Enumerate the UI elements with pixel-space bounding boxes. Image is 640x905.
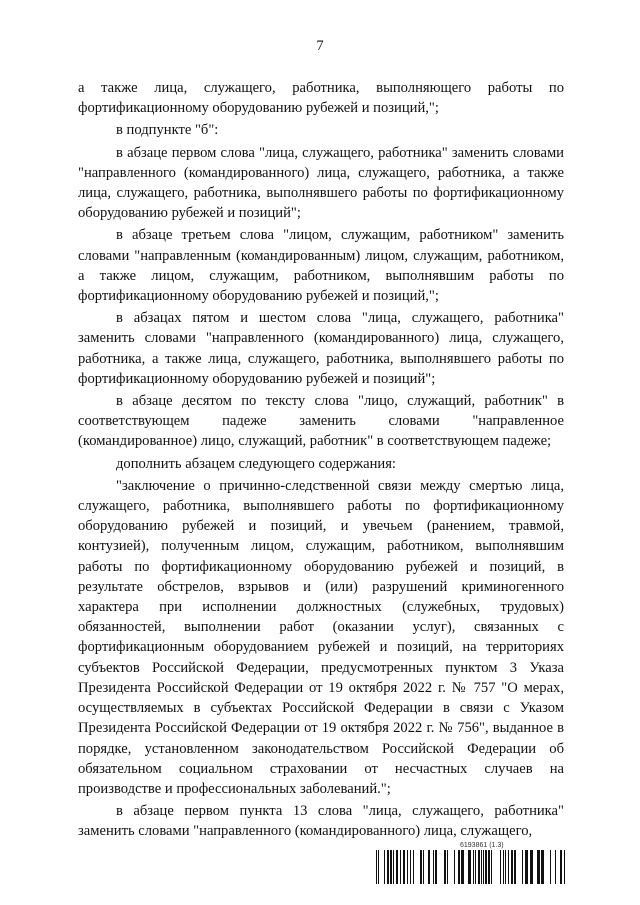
document-code: 6193861 (1.3) (460, 842, 504, 849)
paragraph: в абзацах пятом и шестом слова "лица, служащего, работника" заменить словами "направленного (командированного) лица, служащего, работника, а также лица, служащего, работника, выполнявшего работы по фортификационному оборудованию рубежей и позиций"; (78, 310, 564, 387)
paragraph: в подпункте "б": (116, 122, 219, 139)
paragraph: в абзаце десятом по тексту слова "лицо, служащий, работник" в соответствующем падеже заменить словами "направленное (командированное) лицо, служащий, работник" в соответствующем падеже; (78, 393, 564, 450)
paragraph: в абзаце первом пункта 13 слова "лица, служащего, работника" заменить словами "направленного (командированного) лица, служащего, (78, 803, 564, 840)
document-body (78, 78, 564, 844)
paragraph: а также лица, служащего, работника, выполняющего работы по фортификационному оборудованию рубежей и позиций,"; (78, 80, 564, 117)
page-number: 7 (316, 38, 324, 54)
paragraph: в абзаце первом слова "лица, служащего, работника" заменить словами "направленного (командированного) лица, служащего, работника, а также лица, служащего, работника, выполнявшего работы по фортификационному оборудованию рубежей и позиций"; (78, 144, 564, 222)
barcode-image (376, 850, 566, 884)
paragraph: дополнить абзацем следующего содержания: (116, 455, 396, 472)
paragraph: в абзаце третьем слова "лицом, служащим, работником" заменить словами "направленным (командированным) лицом, служащим, работником, а также лицом, служащим, работником, выполнявшим работы по фортификационному оборудованию рубежей и позиций,"; (78, 227, 564, 305)
quoted-paragraph: "заключение о причинно-следственной связи между смертью лица, служащего, работника, выполнявшего работы по фортификационному оборудованию рубежей и позиций, и увечьем (ранением, травмой, контузией), полученным лицом, служащим, работником, выполнявшим работы по фортификационному оборудованию рубежей и позиций, в результате обстрелов, взрывов и (или) разрушений криминогенного характера при исполнении должностных (служебных, трудовых) обязанностей, выполнении работ (оказании услуг), связанных с фортификационным оборудованием рубежей и позиций, на территориях субъектов Российской Федерации, предусмотренных пунктом 3 Указа Президента Российской Федерации от 19 октября 2022 г. № 757 "О мерах, осуществляемых в субъектах Российской Федерации в связи с Указом Президента Российской Федерации от 19 октября 2022 г. № 756", выданное в порядке, установленном законодательством Российской Федерации об обязательном социальном страховании от несчастных случаев на производстве и профессиональных заболеваний."; (78, 477, 564, 797)
